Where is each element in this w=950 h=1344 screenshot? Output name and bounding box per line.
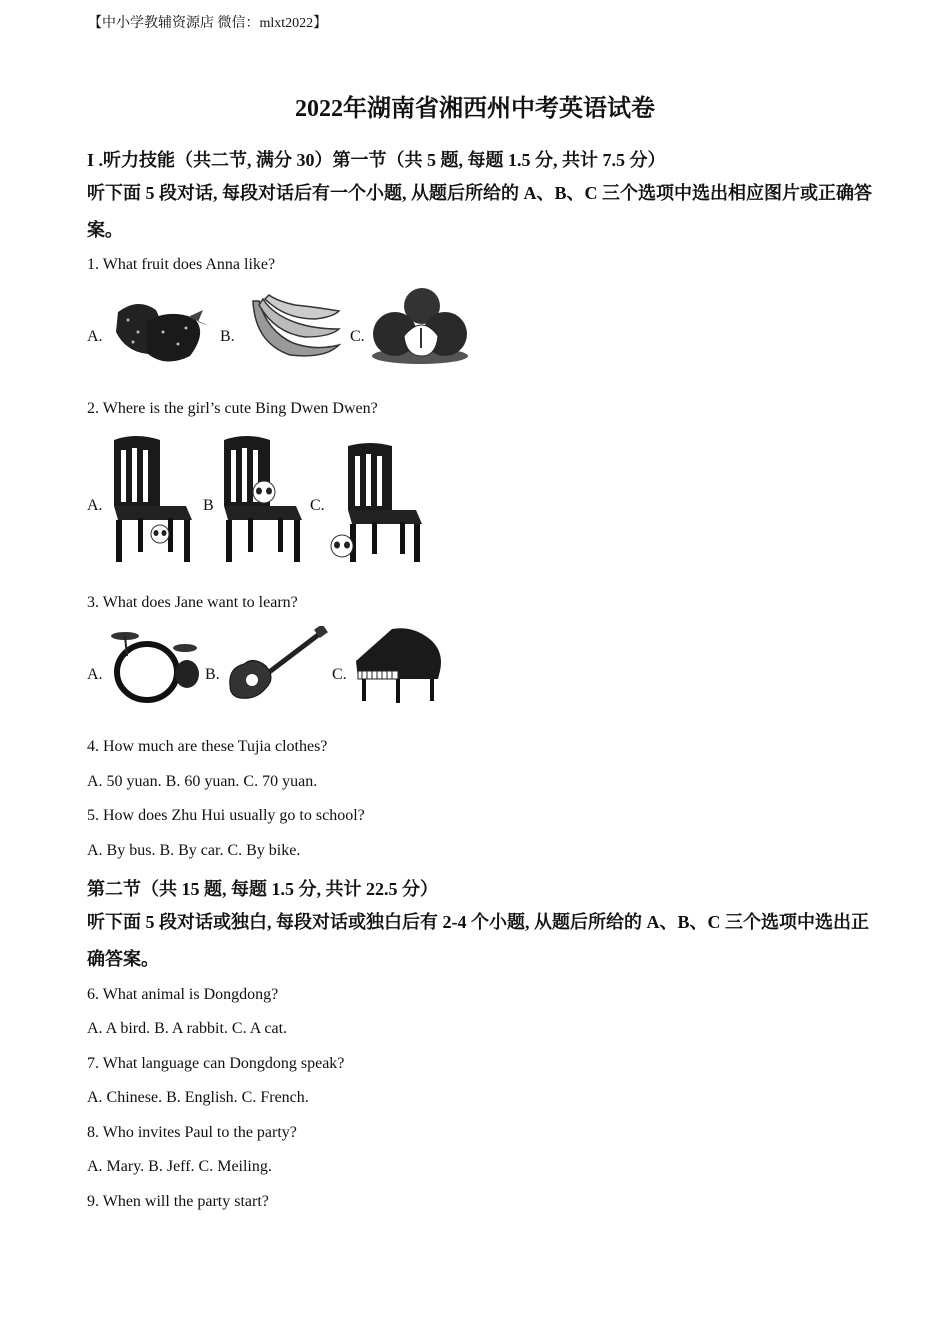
question-1: 1. What fruit does Anna like? xyxy=(87,256,276,273)
question-7: 7. What language can Dongdong speak? xyxy=(87,1055,345,1072)
section1-instruction: 听下面 5 段对话, 每段对话后有一个小题, 从题后所给的 A、B、C 三个选项中选出相应图片或正确答案。 xyxy=(87,183,872,240)
drum-icon xyxy=(105,628,200,704)
question-4-options: A. 50 yuan. B. 60 yuan. C. 70 yuan. xyxy=(87,773,318,790)
chair-panda-under-icon xyxy=(108,434,196,566)
section2-instruction: 听下面 5 段对话或独白, 每段对话或独白后有 2-4 个小题, 从题后所给的 A、B、C 三个选项中选出正确答案。 xyxy=(87,912,869,969)
section1-heading: I .听力技能（共二节, 满分 30）第一节（共 5 题, 每题 1.5 分, 共计 7.5 分） xyxy=(87,150,666,170)
question-8-options: A. Mary. B. Jeff. C. Meiling. xyxy=(87,1158,272,1175)
q1-label-c: C. xyxy=(350,328,365,345)
q3-label-c: C. xyxy=(332,666,347,683)
q3-label-a: A. xyxy=(87,666,103,683)
section2-heading: 第二节（共 15 题, 每题 1.5 分, 共计 22.5 分） xyxy=(87,879,438,899)
question-5-options: A. By bus. B. By car. C. By bike. xyxy=(87,842,301,859)
question-5: 5. How does Zhu Hui usually go to school? xyxy=(87,807,365,824)
header-note: 【中小学教辅资源店 微信：mlxt2022】 xyxy=(88,16,328,31)
q1-label-a: A. xyxy=(87,328,103,345)
banana-icon xyxy=(245,293,342,363)
q3-label-b: B. xyxy=(205,666,220,683)
question-9: 9. When will the party start? xyxy=(87,1193,269,1210)
chair-panda-on-icon xyxy=(218,434,306,566)
q2-label-c: C. xyxy=(310,497,325,514)
question-6-options: A. A bird. B. A rabbit. C. A cat. xyxy=(87,1020,288,1037)
piano-icon xyxy=(352,627,444,705)
question-8: 8. Who invites Paul to the party? xyxy=(87,1124,297,1141)
page-title: 2022年湖南省湘西州中考英语试卷 xyxy=(295,96,655,122)
guitar-icon xyxy=(226,626,328,702)
apple-icon xyxy=(370,286,470,366)
chair-panda-beside-icon xyxy=(328,442,426,566)
q1-label-b: B. xyxy=(220,328,235,345)
question-3: 3. What does Jane want to learn? xyxy=(87,594,298,611)
q2-label-a: A. xyxy=(87,497,103,514)
question-2: 2. Where is the girl’s cute Bing Dwen Dwen? xyxy=(87,400,378,417)
question-4: 4. How much are these Tujia clothes? xyxy=(87,738,328,755)
question-7-options: A. Chinese. B. English. C. French. xyxy=(87,1089,309,1106)
q2-label-b: B xyxy=(203,497,214,514)
question-6: 6. What animal is Dongdong? xyxy=(87,986,279,1003)
strawberry-icon xyxy=(108,292,213,368)
